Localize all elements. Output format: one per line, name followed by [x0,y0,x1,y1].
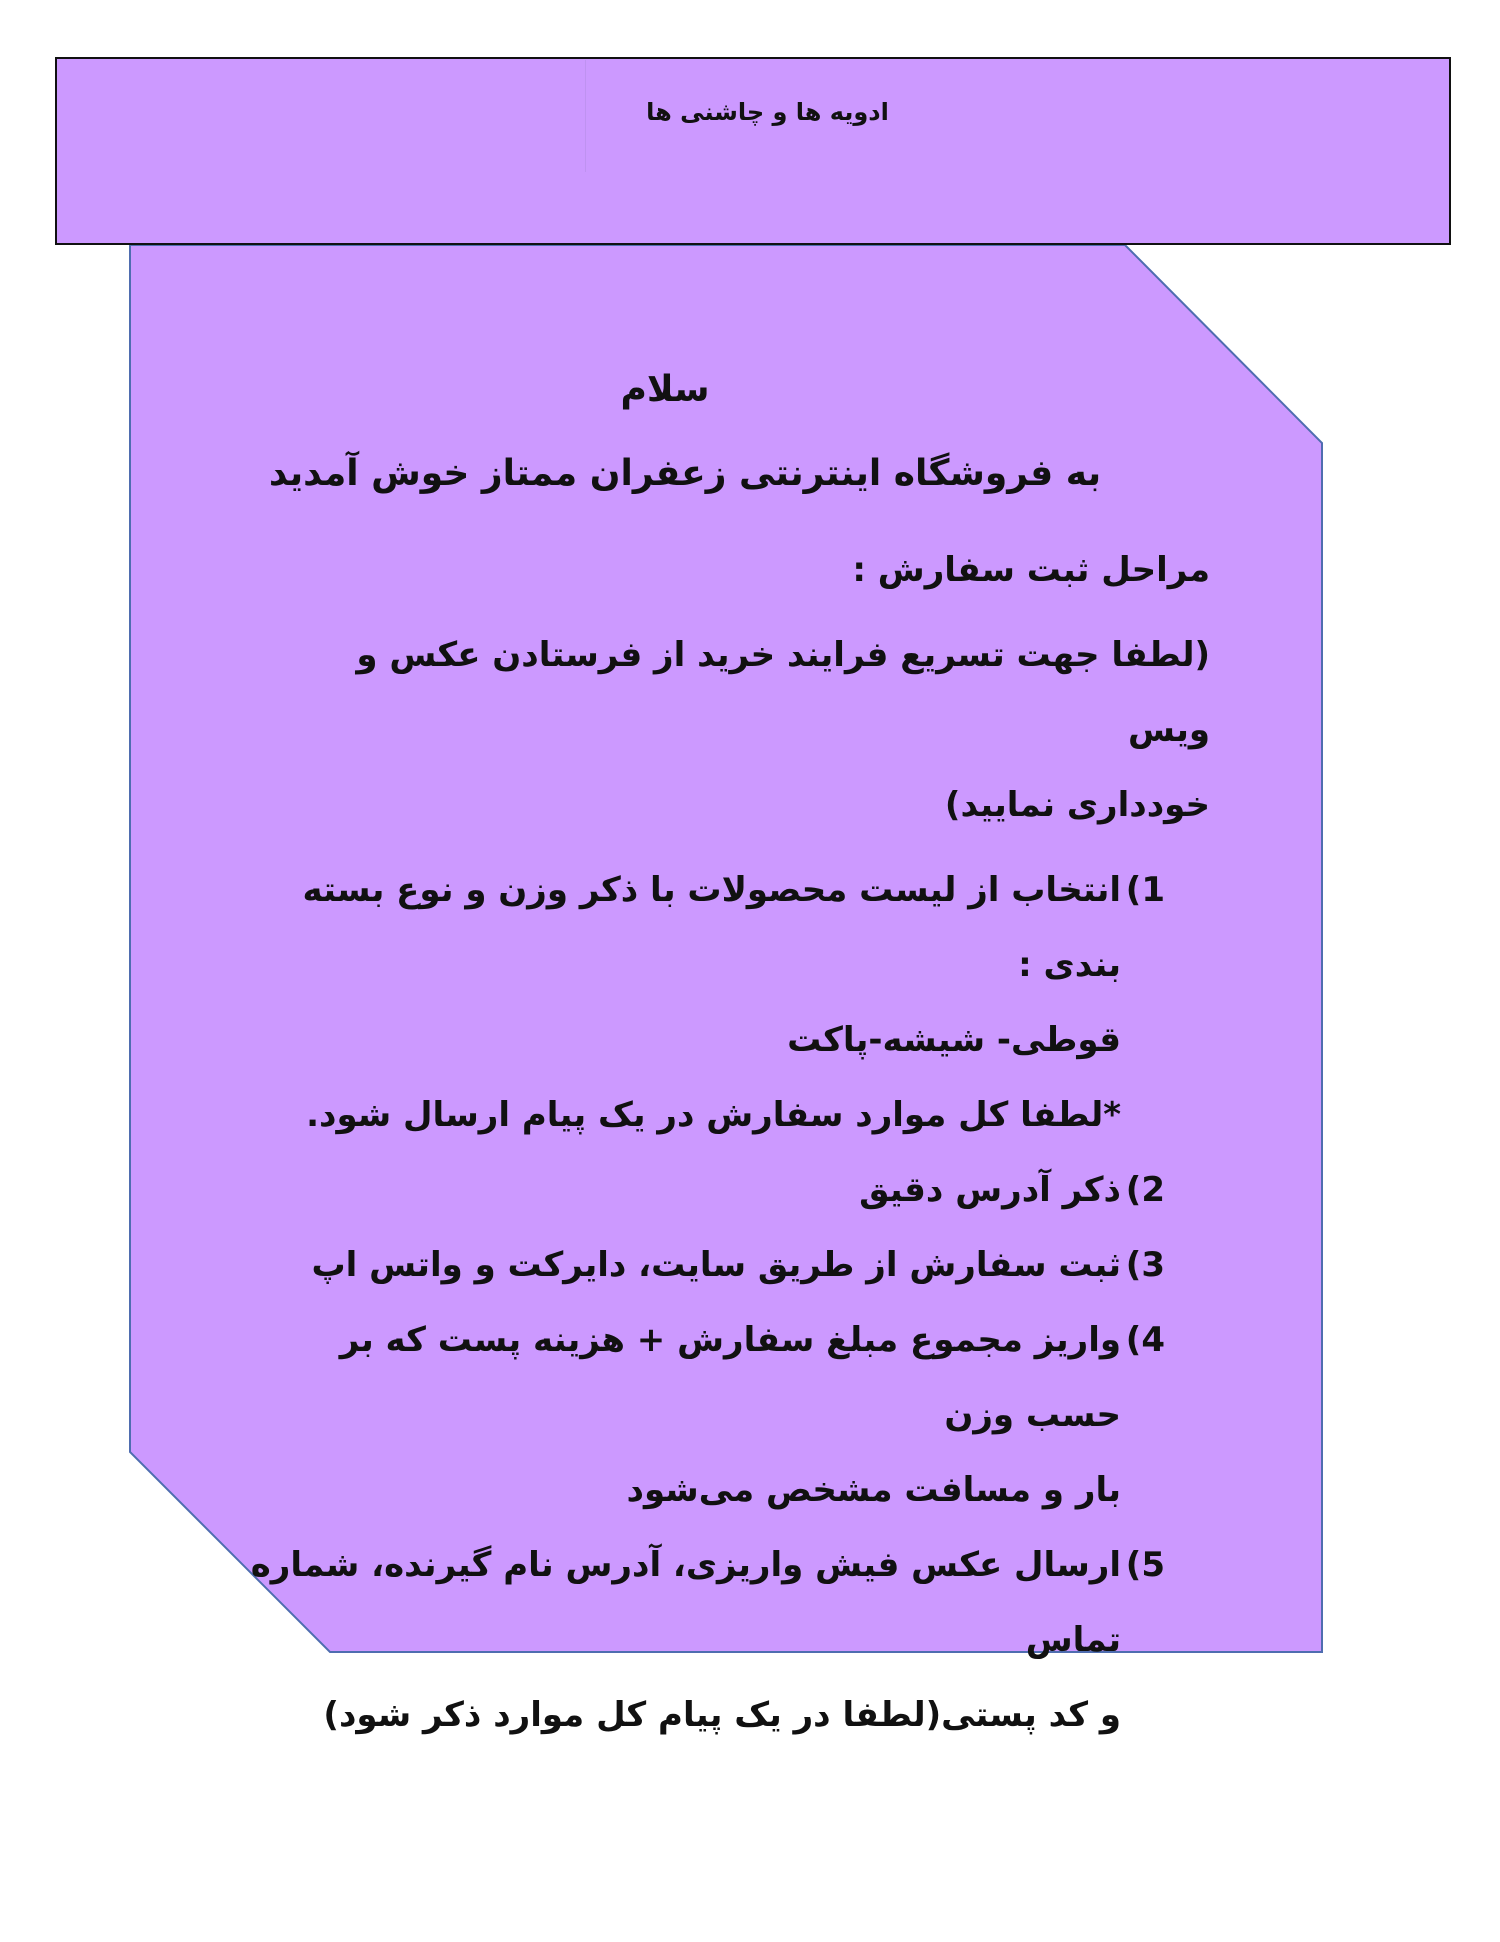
welcome-message: به فروشگاه اینترنتی زعفران ممتاز خوش آمدید [268,453,1102,494]
order-step [250,1303,1165,1528]
order-step-line: ارسال عکس فیش واریزی، آدرس نام گیرنده، شماره تماس [250,1545,1121,1660]
order-step-line: و کد پستی(لطفا در یک پیام کل موارد ذکر شود) [323,1695,1121,1735]
order-step-number: 2) [1125,1170,1165,1210]
order-step-number: 1) [1125,870,1165,910]
steps-list [250,853,1210,1753]
header-title-container [585,98,950,126]
order-note [310,618,1210,843]
header-title: ادویه ها و چاشنی ها [646,98,889,126]
order-step-line: واریز مجموع مبلغ سفارش + هزینه پست که بر حسب وزن [339,1320,1121,1435]
order-step [250,853,1165,1153]
order-step [250,1153,1165,1228]
order-note-line: خودداری نمایید) [944,785,1210,825]
greeting: سلام [620,369,710,410]
order-step [250,1528,1165,1753]
steps-heading: مراحل ثبت سفارش : [852,550,1210,590]
order-step-line: ذکر آدرس دقیق [859,1170,1121,1210]
order-step-line: قوطی- شیشه-پاکت [787,1020,1121,1060]
info-card-content [250,360,1210,1753]
order-step-number: 5) [1125,1545,1165,1585]
order-step-number: 3) [1125,1245,1165,1285]
order-step-line: انتخاب از لیست محصولات با ذکر وزن و نوع بسته بندی : [302,870,1121,985]
order-step-line: ثبت سفارش از طریق سایت، دایرکت و واتس اپ [311,1245,1121,1285]
order-step-number: 4) [1125,1320,1165,1360]
order-step-line: *لطفا کل موارد سفارش در یک پیام ارسال شود. [306,1095,1121,1135]
header-frame [55,57,1451,245]
order-step-line: بار و مسافت مشخص می‌شود [626,1470,1121,1510]
order-step [250,1228,1165,1303]
order-note-line: (لطفا جهت تسریع فرایند خرید از فرستادن عکس و ویس [356,635,1210,750]
